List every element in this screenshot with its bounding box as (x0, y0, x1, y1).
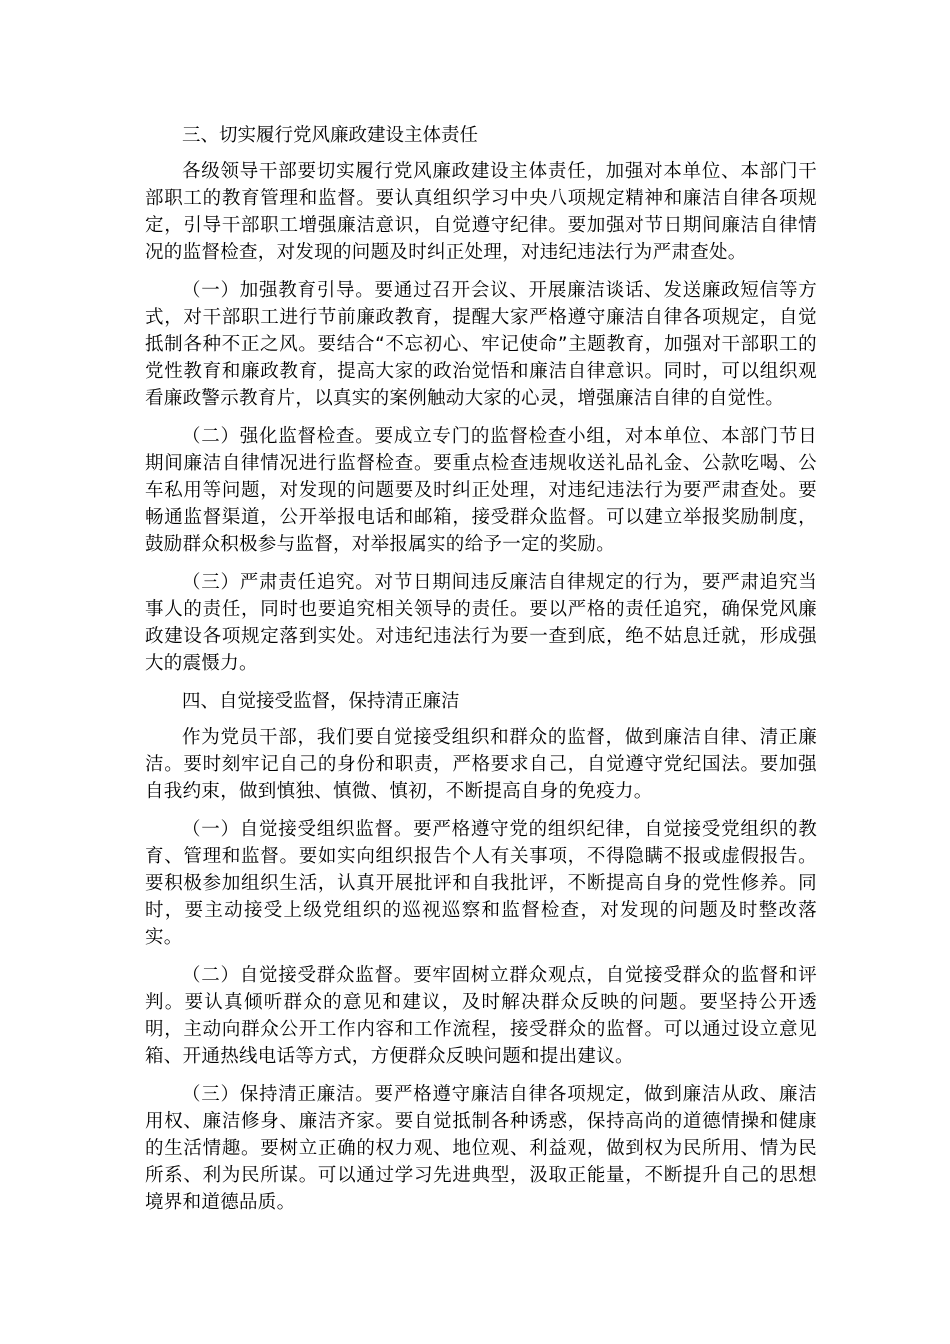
section-3-item-3-paragraph: （三）严肃责任追究。对节日期间违反廉洁自律规定的行为，要严肃追究当事人的责任，同时也要追究相关领导的责任。要以严格的责任追究，确保党风廉政建设各项规定落到实处。对违纪违法行为要一查到底，绝不姑息迁就，形成强大的震慑力。 (145, 572, 817, 674)
section-4-item-1-paragraph: （一）自觉接受组织监督。要严格遵守党的组织纪律，自觉接受党组织的教育、管理和监督。要如实向组织报告个人有关事项，不得隐瞒不报或虚假报告。要积极参加组织生活，认真开展批评和自我批评，不断提高自身的党性修养。同时，要主动接受上级党组织的巡视巡察和监督检查，对发现的问题及时整改落实。 (145, 819, 817, 948)
section-3-item-1-paragraph: （一）加强教育引导。要通过召开会议、开展廉洁谈话、发送廉政短信等方式，对干部职工进行节前廉政教育，提醒大家严格遵守廉洁自律各项规定，自觉抵制各种不正之风。要结合“不忘初心、牢记使命”主题教育，加强对干部职工的党性教育和廉政教育，提高大家的政治觉悟和廉洁自律意识。同时，可以组织观看廉政警示教育片，以真实的案例触动大家的心灵，增强廉洁自律的自觉性。 (145, 280, 817, 409)
section-4-intro-paragraph: 作为党员干部，我们要自觉接受组织和群众的监督，做到廉洁自律、清正廉洁。要时刻牢记自己的身份和职责，严格要求自己，自觉遵守党纪国法。要加强自我约束，做到慎独、慎微、慎初，不断提高自身的免疫力。 (145, 727, 817, 802)
document-body (145, 122, 817, 1227)
section-4-item-2-paragraph: （二）自觉接受群众监督。要牢固树立群众观点，自觉接受群众的监督和评判。要认真倾听群众的意见和建议，及时解决群众反映的问题。要坚持公开透明，主动向群众公开工作内容和工作流程，接受群众的监督。可以通过设立意见箱、开通热线电话等方式，方便群众反映问题和提出建议。 (145, 965, 817, 1067)
section-heading-3: 三、切实履行党风廉政建设主体责任 (182, 125, 479, 146)
section-3-item-2-paragraph: （二）强化监督检查。要成立专门的监督检查小组，对本单位、本部门节日期间廉洁自律情况进行监督检查。要重点检查违规收送礼品礼金、公款吃喝、公车私用等问题，对发现的问题要及时纠正处理，对违纪违法行为要严肃查处。要畅通监督渠道，公开举报电话和邮箱，接受群众监督。可以建立举报奖励制度，鼓励群众积极参与监督，对举报属实的给予一定的奖励。 (145, 426, 817, 555)
section-3-intro-paragraph: 各级领导干部要切实履行党风廉政建设主体责任，加强对本单位、本部门干部职工的教育管理和监督。要认真组织学习中央八项规定精神和廉洁自律各项规定，引导干部职工增强廉洁意识，自觉遵守纪律。要加强对节日期间廉洁自律情况的监督检查，对发现的问题及时纠正处理，对违纪违法行为严肃查处。 (145, 161, 817, 263)
section-4-item-3-paragraph: （三）保持清正廉洁。要严格遵守廉洁自律各项规定，做到廉洁从政、廉洁用权、廉洁修身、廉洁齐家。要自觉抵制各种诱惑，保持高尚的道德情操和健康的生活情趣。要树立正确的权力观、地位观、利益观，做到权为民所用、情为民所系、利为民所谋。可以通过学习先进典型，汲取正能量，不断提升自己的思想境界和道德品质。 (145, 1084, 817, 1213)
section-heading-4: 四、自觉接受监督，保持清正廉洁 (182, 691, 460, 712)
